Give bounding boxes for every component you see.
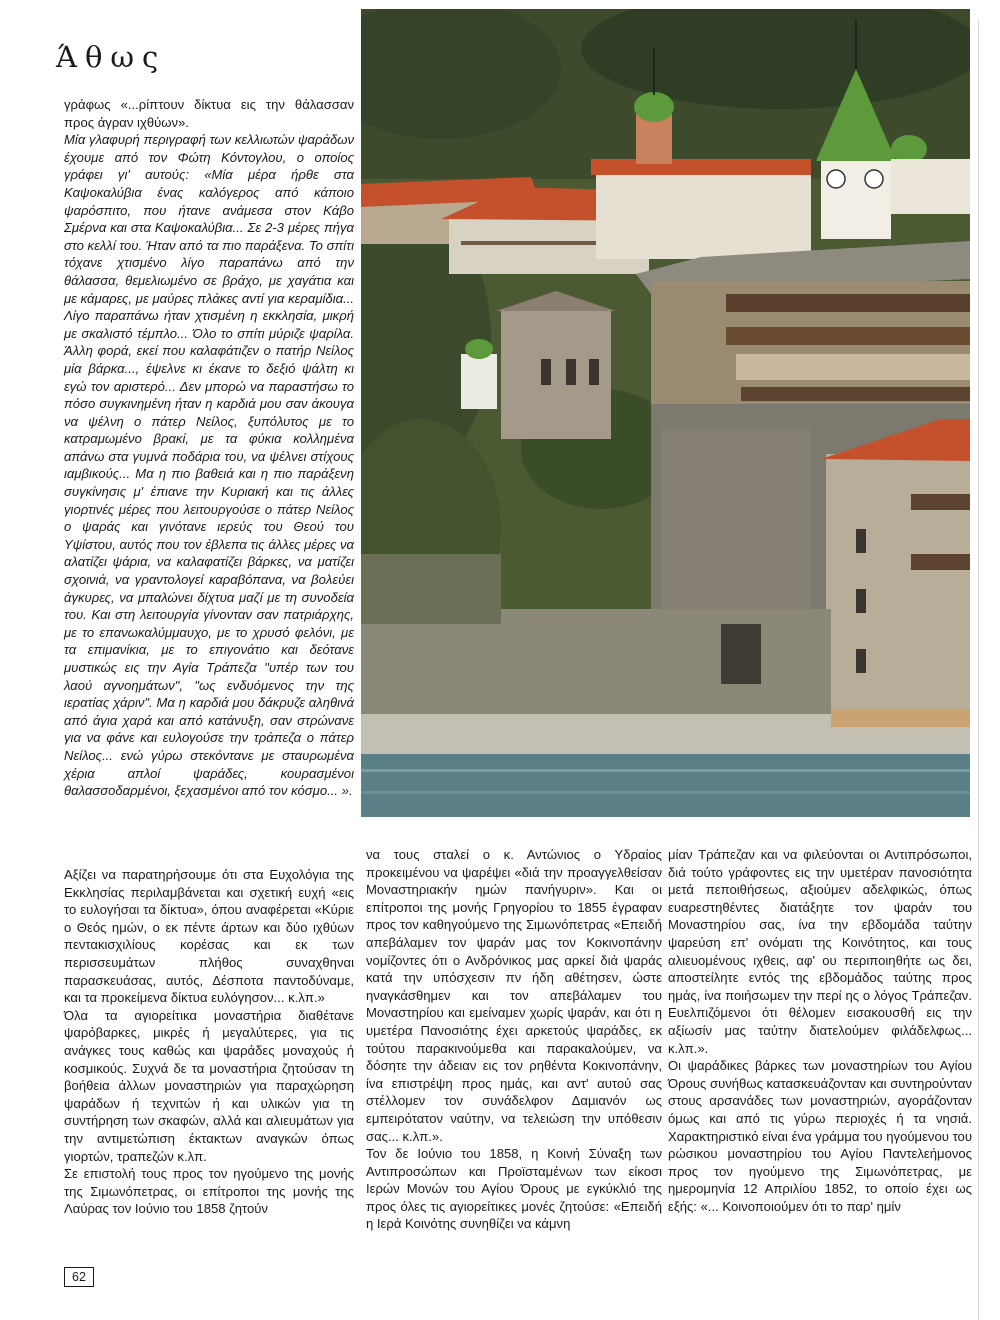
paragraph: Μία γλαφυρή περιγραφή των κελλιωτών ψαράδων έχουμε από τον Φώτη Κόντογλου, ο οποίος γράφει γι' αυτούς: «Μία μέρα ήρθε στα Καψοκαλύβια ένας καλόγερος από κάποιο ψαρόσπιτο, που ήτανε ανάμεσα στον Κάβο Σμέρνα και στα Καψοκαλύβια... Σε 2-3 μέρες πήγα στο κελλί του. Ήταν από τα πιο παράξενα. Το σπίτι τόχανε χτισμένο λίγο παραπάνω από την θάλασσα, θεμελιωμένο σε βράχο, με χαγάτια και με κάμαρες, με μαύρες πλάκες αντί για κεραμίδια... Λίγο παραπάνω ήταν χτισμένη η εκκλησία, μικρή με σκαλιστό τέμπλο... Όλο το σπίτι μύριζε ψαρίλα. Άλλη φορά, εκεί που καλαφάτιζεν ο πατήρ Νείλος μία βάρκα..., έψελνε κι έκανε το δεξιό ψάλτη κι εγώ τον αριστερό... Δεν μπορώ να παραστήσω το πόσο συγκινημένη ήταν η καρδιά μου σαν άκουγα να ψέλνη ο πάτερ Νείλος, ξυπόλυτος με το κατραμωμένο βρακί, με τα φύκια κολλημένα απάνω στα γυμνά ποδάρια του, να ψέλνει στίχους ιαμβικούς... Μα η πιο βαθειά και η πιο παράξενη συγκίνησις μ' έπιανε την Κυριακή και τις άλλες γιορτινές μέρες που λειτουργούσε ο πάτερ Νείλος ο ψαράς και γινότανε ιερεύς του Θεού του Υψίστου, αυτός που τον έβλεπα τις άλλες μέρες να αλατίζει ψάρια, να καλαφατίζει βάρκες, να ματίζει σχοινιά, να γραντολογεί καραβόπανα, να βολεύει άγκυρες, να μπαλώνει δίχτυα μαζί με τη συνοδεία του. Και στη λειτουργία γίνονταν σαν πατριάρχης, με το επανωκαλύμμαυχο, με το χρυσό φελόνι, με τα επιμανίκια, με το επιγονάτιο και δεότανε μυστικώς εις την Αγία Τράπεζα "υπέρ των του λαού αγνοημάτων", "ως ενδυόμενος την της ιερατίας χάριν". Μα η καρδιά μου δάκρυζε αληθινά από άγια χαρά και από κατάνυξη, σαν στρώνανε για να φάνε και ευλογούσε την τράπεζα ο πάτερ Νείλος... ενώ γύρω στεκόντανε με σταυρωμένα χέρια απλοί ψαράδες, κουρασμένοι θαλασσοδαρμένοι, ξεχασμένοι από τον κόσμο... ».	[64, 132, 354, 799]
window	[856, 589, 866, 613]
page-edge-line	[978, 20, 979, 1320]
green-dome	[634, 92, 674, 122]
cross-spire	[653, 47, 655, 95]
window	[589, 359, 599, 385]
wooden-balcony	[911, 554, 970, 570]
column-1-bottom	[64, 866, 354, 1218]
wooden-balcony	[726, 327, 970, 345]
monastery-illustration	[361, 9, 970, 817]
clock-face	[865, 170, 883, 188]
window	[541, 359, 551, 385]
paragraph: γράφως «...ρίπτουν δίκτυα εις την θάλασσαν προς άγραν ιχθύων».	[64, 97, 354, 130]
upper-building	[596, 169, 811, 259]
stone-wall	[661, 429, 811, 609]
window	[856, 649, 866, 673]
small-chapel	[461, 354, 497, 409]
building-wall	[891, 159, 970, 214]
red-roof	[591, 159, 811, 175]
paragraph: Αξίζει να παρατηρήσουμε ότι στα Ευχολόγια της Εκκλησίας περιλαμβάνεται και σχετική ευχή «εις το ευλογήσαι τα δίκτυα», όπου αναφέρεται «Κύριε ο Θεός ημών, ο εκ πέντε άρτων και δύο ιχθύων πεντακισχιλίους κορέσας και εκ των περισσευμάτων πλήθος συναχθηναι παρασκευάσας, αυτός, Δέσποτα παντοδύναμε, και τα προκείμενα δίκτυα ευλόγησον... κ.λπ.»	[64, 867, 354, 1006]
window-row	[736, 354, 970, 380]
wave	[361, 769, 970, 772]
green-dome	[465, 339, 493, 359]
sea	[361, 754, 970, 817]
paragraph: Όλα τα αγιορείτικα μοναστήρια διαθέτανε ψαρόβαρκες, μικρές ή μεγαλύτερες, για τις ανάγκες τους καθώς και ψαράδες μοναχούς ή κοσμικούς. Συχνά δε τα μοναστήρια ζητούσαν τη βοήθεια άλλων μοναστηριών για παραχώρηση ψαράδων ή τεχνιτών ή και υλικών για τη συντήρηση των σκαφών, αλλά και αλιευμάτων για την αντιμετώπιση έκτακτων αναγκών όπως γιορτών, τραπεζών κ.λπ.	[64, 1007, 354, 1164]
clock-face	[827, 170, 845, 188]
paragraph: να τους σταλεί ο κ. Αντώνιος ο Υδραίος προκειμένου να ψαρέψει «διά την προαγγελθείσαν Μοναστηριακήν ημών πανήγυριν». Και οι επίτροποι της μονής Γρηγορίου το 1855 έγραφαν προς τον καθηγούμενο της Σιμωνόπετρας «Επειδή απεβάλαμεν τον ψαράν μας τον Κοκινοπάνην νομίζοντες ότι ο Ανδρόνικος μας αρκεί διά ψαράς κατά την υπόσχεσιν πν ήδη αθέτησεν, ώστε ηναγκάσθημεν και τον απεβάλαμεν του Μοναστηρίου και εμείναμεν χωρίς ψαράν, και ότι η υμετέρα Πανοσιότης έχει αρκετούς ψαράδες, εκ τούτου παρακινούμεθα και παρακαλούμεν, να δόσητε την άδειαν εις τον ρηθέντα Κοκινοπάνην, ίνα επιστρέψη προς ημάς, και αντ' αυτού σας στέλλομεν τον συνάδελφον Δαμιανόν ως εμπειρότατον ναύτην, να τελειώση την υπόθεσιν σας... κ.λπ.».	[366, 847, 662, 1144]
page-number: 62	[64, 1267, 94, 1287]
wooden-balcony	[911, 494, 970, 510]
column-2	[366, 846, 662, 1233]
wooden-balcony	[726, 294, 970, 312]
window	[856, 529, 866, 553]
column-3	[668, 846, 972, 1215]
paragraph: Τον δε Ιούνιο του 1858, η Κοινή Σύναξη των Αντιπροσώπων και Προϊσταμένων των είκοσι Ιερών Μονών του Αγίου Όρους με εγκύκλιό της προς όλες τις αγιορείτικες μονές ζητούσε: «Επειδή η Ιερά Κοινότης συνηθίζει να κάμνη	[366, 1146, 662, 1232]
garden-terrace	[361, 554, 501, 624]
cross-spire	[855, 19, 857, 69]
archway	[721, 624, 761, 684]
monastery-photo	[361, 9, 970, 817]
stone-tower	[826, 454, 970, 714]
paragraph: Σε επιστολή τους προς τον ηγούμενο της μονής της Σιμωνόπετρας, οι επίτροποι της μονής της Λαύρας τον Ιούνιο του 1858 ζητούν	[64, 1166, 354, 1217]
timber-pile	[831, 709, 970, 727]
paragraph: Οι ψαράδικες βάρκες των μοναστηρίων του Αγίου Όρους συνήθως κατασκευάζονταν και συντηρούνταν στους αρσανάδες των μοναστηριών, αγοράζονταν όμως και από τις γύρω περιοχές ή τα νησιά. Χαρακτηριστικό είναι ένα γράμμα του ηγούμενου του ρώσικου μοναστηρίου του Αγίου Παντελεήμονος προς τον ηγούμενο της Σιμωνόπετρας, με ημερομηνία 12 Απριλίου 1852, το οποίο έχει ως εξής: «... Κοινοποιούμεν ότι το παρ' ημίν	[668, 1058, 972, 1214]
window	[566, 359, 576, 385]
green-dome	[891, 135, 927, 163]
wave	[361, 791, 970, 794]
wooden-balcony	[741, 387, 970, 401]
column-1-top	[64, 96, 354, 800]
paragraph: μίαν Τράπεζαν και να φιλεύονται οι Αντιπρόσωποι, διά τούτο γράφοντες εις την υμετέραν πανοσιότητα μετά πεποιθήσεως, αξιούμεν αδελφικώς, όπως ευαρεστηθέντες διατάξητε τον ψαράν του Μοναστηρίου σας, ίνα την εβδομάδα ταύτην ψαρεύση επ' ονόματι της Κοινότητος, και τους αλιευομένους ιχθεις, αφ' ου περιποιηθήτε ως δει, αποστείλητε εντός της εβδομάδος ταύτης προς ημάς, ίνα ποιήσωμεν την περί ης ο λόγος Τράπεζαν. Ευελπιζόμενοι ότι θέλομεν εισακουσθή εις την αξίωσίν μας ταύτην διατελούμεν φιλάδελφως... κ.λπ.».	[668, 847, 972, 1056]
page-title: Άθως	[56, 40, 167, 74]
